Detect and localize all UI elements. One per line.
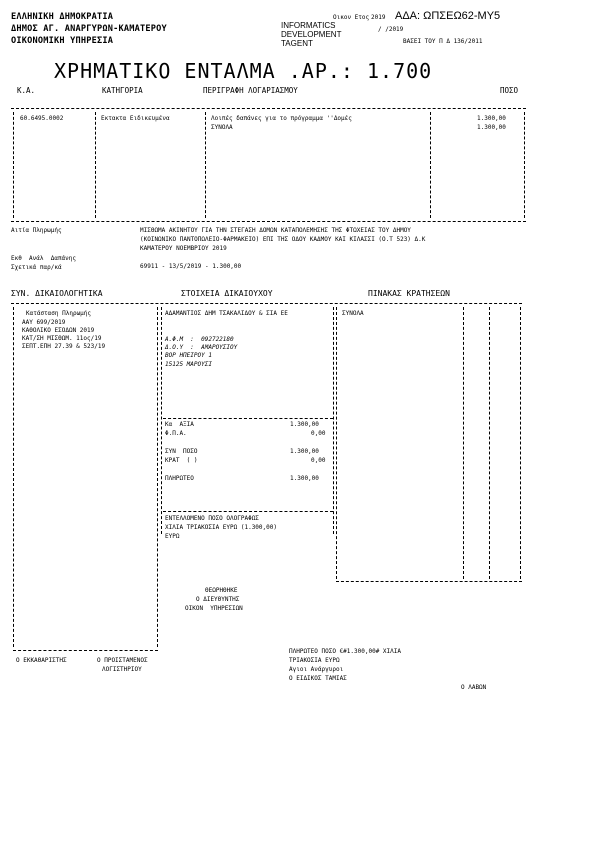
docs-left-rule	[13, 307, 14, 647]
words-top-rule	[163, 511, 333, 512]
beneficiary-postal: 15125 ΜΑΡΟΥΣΙ	[165, 361, 212, 368]
amount-value-vat: 0,00	[311, 430, 326, 437]
fiscal-year-label: Οικον Ετος	[333, 14, 370, 21]
row-total-label: ΣΥΝΟΛΑ	[211, 124, 233, 131]
paid-line-2: ΤΡΙΑΚΟΣΙΑ ΕΥΡΩ	[289, 657, 340, 664]
col-description: ΠΕΡΙΓΡΑΦΗ ΛΟΓΑΡΙΑΣΜΟΥ	[203, 86, 298, 95]
row-category: Εκτακτα Ειδικευμένα	[101, 115, 170, 122]
cause-label: Αιτία Πληρωμής	[11, 227, 62, 234]
table-right-rule	[524, 112, 525, 218]
paid-line-3: Αγιοι Ανάργυροι	[289, 666, 344, 673]
docs-line-2: ΑΑΥ 699/2019	[22, 319, 66, 326]
sections-rule	[11, 303, 522, 304]
amount-label-net: Κα ΑΞΙΑ	[165, 421, 194, 428]
approval-line-1: ΘΕΩΡΗΘΗΚΕ	[205, 587, 238, 594]
signature-head-1: Ο ΠΡΟΙΣΤΑΜΕΝΟΣ	[97, 657, 148, 664]
section-docs: ΣΥΝ. ΔΙΚΑΙΟΛΟΓΗΤΙΚΑ	[11, 289, 103, 298]
cause-line-3: ΚΑΜΑΤΕΡΟΥ ΝΟΕΜΒΡΙΟΥ 2019	[140, 245, 227, 252]
decision-label-2: Σχετικά παρ/κά	[11, 264, 62, 271]
approval-line-2: Ο ΔΙΕΥΘΥΝΤΗΣ	[196, 596, 240, 603]
table-left-rule	[13, 112, 14, 218]
deductions-rule-1	[463, 307, 464, 579]
words-line-1: ΕΝΤΕΛΛΟΜΕΝΟ ΠΟΣΟ ΟΛΟΓΡΑΦΩΣ	[165, 515, 259, 522]
amount-label-payable: ΠΛΗΡΩΤΕΟ	[165, 475, 194, 482]
section-beneficiary: ΣΤΟΙΧΕΙΑ ΔΙΚΑΙΟΥΧΟΥ	[181, 289, 273, 298]
paid-line-1: ΠΛΗΡΩΤΕΟ ΠΟΣΟ €#1.300,00# ΧΙΛΙΑ	[289, 648, 401, 655]
issuer-line-1: ΕΛΛΗΝΙΚΗ ΔΗΜΟΚΡΑΤΙΑ	[11, 12, 114, 22]
signature-auditor: Ο ΕΚΚΑΘΑΡΙΣΤΗΣ	[16, 657, 67, 664]
beneficiary-name: ΑΔΑΜΑΝΤΙΟΣ ΔΗΜ ΤΣΑΚΑΛΙΔΟΥ & ΣΙΑ ΕΕ	[165, 310, 288, 317]
beneficiary-right-rule	[333, 307, 334, 534]
words-line-3: ΕΥΡΩ	[165, 533, 180, 540]
company-line-3: TAGENT	[281, 39, 313, 48]
amount-value-net: 1.300,00	[290, 421, 319, 428]
table-rule-2	[205, 112, 206, 218]
table-bottom-rule	[11, 221, 526, 222]
row-total-amount: 1.300,00	[477, 124, 506, 131]
row-description: Λοιπές δαπάνες για το πρόγραμμα ''Δομές	[211, 115, 352, 122]
fiscal-year: 2019	[371, 14, 386, 21]
cause-line-1: ΜΙΣΘΩΜΑ ΑΚΙΝΗΤΟΥ ΓΙΑ ΤΗΝ ΣΤΕΓΑΣΗ ΔΟΜΩΝ ΚΑΤΑΠΟΛΕΜΗΣΗΣ ΤΗΣ ΦΤΩΧΕΙΑΣ ΤΟΥ ΔΗΜΟΥ	[140, 227, 411, 234]
table-rule-3	[430, 112, 431, 218]
beneficiary-address: ΒΟΡ ΗΠΕΙΡΟΥ 1	[165, 352, 212, 359]
amount-label-deductions: ΚΡΑΤ ( )	[165, 457, 198, 464]
row-ka: 60.6495.0002	[20, 115, 64, 122]
amount-value-total: 1.300,00	[290, 448, 319, 455]
beneficiary-left-rule	[161, 307, 162, 534]
page-title: ΧΡΗΜΑΤΙΚΟ ΕΝΤΑΛΜΑ .ΑΡ.: 1.700	[54, 59, 433, 83]
col-amount: ΠΟΣΟ	[500, 86, 519, 95]
company-line-2: DEVELOPMENT	[281, 30, 342, 39]
docs-right-rule	[157, 307, 158, 647]
approval-line-3: ΟΙΚΟΝ ΥΠΗΡΕΣΙΩΝ	[185, 605, 243, 612]
table-rule-1	[95, 112, 96, 218]
table-top-rule	[11, 108, 526, 109]
signature-receiver: Ο ΛΑΒΩΝ	[461, 684, 487, 691]
ada-code: ΑΔΑ: ΩΠΣΕΩ62-ΜΥ5	[395, 10, 501, 22]
docs-line-5: ΣΕΠΤ.ΕΠΗ 27.39 & 523/19	[22, 343, 106, 350]
docs-line-1: Κατάσταση Πληρωμής	[26, 310, 92, 317]
paid-line-4: Ο ΕΙΔΙΚΟΣ ΤΑΜΙΑΣ	[289, 675, 347, 682]
cause-line-2: (ΚΟΙΝΩΝΙΚΟ ΠΑΝΤΟΠΩΛΕΙΟ-ΦΑΡΜΑΚΕΙΟ) ΕΠΙ ΤΗΣ ΟΔΟΥ ΚΑΔΜΟΥ ΚΑΙ ΚΙΛΑΣΣΙ (Ο.Τ 523) Δ.Κ	[140, 236, 426, 243]
beneficiary-doy: Δ.Ο.Υ : ΑΜΑΡΟΥΣΙΟΥ	[165, 344, 238, 351]
deductions-right-rule	[520, 307, 521, 579]
docs-line-3: ΚΑΘΟΛΙΚΟ ΕΣΟΔΩΝ 2019	[22, 327, 95, 334]
issuer-line-2: ΔΗΜΟΣ ΑΓ. ΑΝΑΡΓΥΡΩΝ-ΚΑΜΑΤΕΡΟΥ	[11, 24, 167, 34]
issue-date: / /2019	[378, 26, 404, 33]
words-line-2: ΧΙΛΙΑ ΤΡΙΑΚΟΣΙΑ ΕΥΡΩ (1.300,00)	[165, 524, 277, 531]
amount-label-total: ΣΥΝ ΠΟΣΟ	[165, 448, 198, 455]
decision-label-1: Εκθ Ανάλ Δαπάνης	[11, 255, 77, 262]
col-category: ΚΑΤΗΓΟΡΙΑ	[102, 86, 143, 95]
issuer-line-3: ΟΙΚΟΝΟΜΙΚΗ ΥΠΗΡΕΣΙΑ	[11, 36, 114, 46]
docs-bottom-rule	[13, 650, 158, 651]
amounts-top-rule	[163, 418, 333, 419]
docs-line-4: ΚΑΤ/ΣΗ ΜΙΣΘΩΜ. 11ος/19	[22, 335, 102, 342]
decision-value: 69911 - 13/5/2019 - 1.300,00	[140, 263, 242, 270]
deductions-label: ΣΥΝΟΛΑ	[342, 310, 364, 317]
amount-label-vat: Φ.Π.Α.	[165, 430, 187, 437]
company-line-1: INFORMATICS	[281, 21, 336, 30]
col-ka: Κ.Α.	[17, 86, 36, 95]
amount-value-deductions: 0,00	[311, 457, 326, 464]
deductions-bottom-rule	[336, 581, 522, 582]
legal-basis: ΒΑΣΕΙ ΤΟΥ Π Δ 136/2011	[403, 38, 483, 45]
signature-head-2: ΛΟΓΙΣΤΗΡΙΟΥ	[102, 666, 142, 673]
beneficiary-afm: Α.Φ.Μ : 092722180	[165, 336, 234, 343]
section-deductions: ΠΙΝΑΚΑΣ ΚΡΑΤΗΣΕΩΝ	[368, 289, 450, 298]
amount-value-payable: 1.300,00	[290, 475, 319, 482]
deductions-left-rule	[336, 307, 337, 579]
row-amount: 1.300,00	[477, 115, 506, 122]
deductions-rule-2	[489, 307, 490, 579]
